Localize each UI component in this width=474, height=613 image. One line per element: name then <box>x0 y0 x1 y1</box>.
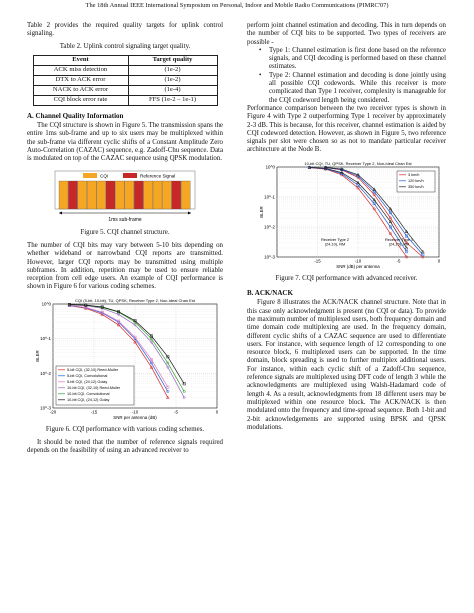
y-tick-label: 10^0 <box>265 164 275 170</box>
cqi-symbol <box>125 181 134 209</box>
annotation-line: (24,10), RM <box>324 241 346 247</box>
annotation-line: (24,10), RM <box>388 241 410 247</box>
section-a-heading: A. Channel Quality Information <box>27 111 124 120</box>
reference-symbol <box>172 181 181 209</box>
cqi-symbol <box>59 181 68 209</box>
y-axis-label: BLER <box>259 206 264 218</box>
cqi-structure-diagram <box>27 169 223 229</box>
running-header: The 18th Annual IEEE International Symposium on Personal, Indoor and Mobile Radio Communications (PIMRC'07) <box>85 2 389 9</box>
left-column <box>27 22 223 456</box>
x-tick-label: -10 <box>131 409 139 415</box>
x-tick-label: 0 <box>215 409 219 415</box>
paragraph-cqi-structure: The CQI structure is shown in Figure 5. The transmission spans the entire 1ms sub-frame and up to six users may be multiplexed within the sub-frame via different cyclic shifts of a Constant Amplitude Zero Auto-Correlation (CAZAC) sequence, e.g. Zadoff-Chu sequence. Data is modulated on top of the CAZAC sequence using QPSK modulation. <box>27 122 223 163</box>
legend-swatch-cqi <box>83 173 97 178</box>
table-row <box>33 75 217 85</box>
legend-entry: 350 km/h <box>408 184 424 189</box>
y-tick-label: 10^-3 <box>40 405 51 411</box>
cqi-symbol <box>144 181 153 209</box>
y-tick-label: 10^0 <box>41 301 51 307</box>
table-row <box>33 85 217 95</box>
figure-6-caption: Figure 6. CQI performance with various coding schemes. <box>45 425 205 433</box>
x-axis-label: SNR per antenna (dB) <box>113 414 157 420</box>
paragraph-ack-nack: Figure 8 illustrates the ACK/NACK channel structure. Note that in this case only acknowledgment is present (no CQI or data). To provide the maximum number of multiplexed users, both frequency domain and time domain code multiplexing are used. In the frequency domain, different cyclic shifts of a CAZAC sequence are used to differentiate users. For instance, with sequence length of 12 corresponding to one resource block, 6 multiplexed users can be supported. In the time domain, block spreading is used to further multiplex additional users. For instance, within each cyclic shift of a Zadoff-Chu sequence, reference signals are multiplexed using DFT code of length 3 while the acknowledgments are multiplexed using Walsh-Hadamard code of length 4. As a result, acknowledgments from 18 different users may be multiplexed within one resource block. The ACK/NACK is then modulated onto the frequency and time-spread sequence. Both 1-bit and 2-bit acknowledgements are supported using BPSK and QPSK modulations. <box>247 299 446 431</box>
paragraph-joint-estimation: perform joint channel estimation and decoding. This in turn depends on the number of CQI bits to be supported. Two types of receivers are possible - <box>247 22 446 46</box>
cqi-symbol <box>97 181 106 209</box>
legend-label-cqi: CQI <box>100 173 109 179</box>
figure-5-caption: Figure 5. CQI channel structure. <box>80 228 170 236</box>
reference-symbol <box>106 181 115 209</box>
legend-entry: 120 km/h <box>408 178 424 183</box>
cqi-symbol <box>153 181 162 209</box>
paragraph-cqi-bits: The number of CQI bits may vary between 5-10 bits depending on whether wideband or narrowband CQI reports are transmitted. However, larger CQI reports may be transmitted using multiple subframes. In addition, repetition may be used to ensure reliable reception from cell edge users. An example of CQI performance is shown in Figure 6 for various coding schemes. <box>27 241 223 291</box>
y-tick-label: 10^-1 <box>264 194 275 200</box>
list-item: • Type 1: Channel estimation is first done based on the reference signals, and CQI decoding is performed based on these channel estimates. <box>259 47 446 72</box>
table-cell: CQI block error rate <box>33 95 128 105</box>
legend-entry: 5-bit CQI, (24,12) Golay <box>67 379 108 384</box>
table-cell: (1e-2) <box>128 75 217 85</box>
y-tick-label: 10^-1 <box>40 335 51 341</box>
legend-entry: 10-bit CQI, Convolutional <box>67 391 110 396</box>
annotation-line: Receiver Type 2 <box>320 236 350 242</box>
arrow-head-left <box>59 211 62 214</box>
cqi-symbol <box>115 181 124 209</box>
table-cell: NACK to ACK error <box>33 85 128 95</box>
table-row <box>33 65 217 75</box>
x-tick-label: -15 <box>314 258 321 264</box>
cqi-symbol <box>162 181 171 209</box>
legend-entry: 3 km/h <box>408 172 420 177</box>
legend-entry: 5-bit CQI, Convolutional <box>67 373 108 378</box>
cqi-symbol <box>78 181 87 209</box>
x-tick-label: -5 <box>396 258 401 264</box>
reference-symbol <box>68 181 77 209</box>
y-tick-label: 10^-2 <box>40 370 51 376</box>
x-tick-label: -15 <box>90 409 98 415</box>
receiver-type-list <box>247 47 446 105</box>
x-axis-label: SNR (dB) per antenna <box>336 263 380 269</box>
cqi-symbol <box>87 181 96 209</box>
figure-7 <box>247 159 446 275</box>
x-tick-label: 0 <box>437 258 441 264</box>
y-axis-label: BLER <box>35 350 40 362</box>
table-cell: FFS (1e-2 – 1e-1) <box>128 95 217 105</box>
chart-annotation <box>385 237 413 247</box>
figure-6 <box>27 296 223 426</box>
y-tick-label: 10^-3 <box>264 254 275 260</box>
reference-symbol <box>134 181 143 209</box>
x-tick-label: -5 <box>174 409 178 415</box>
table-cell: (1e-2) <box>128 65 217 75</box>
chart-title: 10-bit CQI, TU, QPSK, Receiver Type 2, Non-Ideal Chan Est <box>304 160 412 166</box>
legend-entry: 5-bit CQI, (32,10) Reed-Muller <box>67 367 119 372</box>
table-intro: Table 2 provides the required quality targets for uplink control signaling. <box>27 22 223 38</box>
subframe-label: 1ms sub-frame <box>108 216 142 223</box>
table-caption: Table 2. Uplink control signaling target quality. <box>59 42 191 50</box>
arrow-head-right <box>188 211 191 214</box>
chart-annotation <box>321 237 349 247</box>
legend-entry: 10-bit CQI, (24,12) Golay <box>67 397 110 402</box>
paragraph-performance-comparison: Performance comparison between the two receiver types is shown in Figure 4 with Type 2 outperforming Type 1 receiver by approximately 2-3 dB. This is because, for this receiver, channel estimation is aided by CQI codeword detection. However, as shown in Figure 5, two reference signals per slot were chosen so as not to mandate particular receiver architecture at the Node B. <box>247 104 446 154</box>
x-tick-label: -20 <box>49 409 57 415</box>
table-header-target: Target quality <box>128 55 217 65</box>
table-row <box>33 95 217 105</box>
figure-7-caption: Figure 7. CQI performance with advanced receiver. <box>275 274 418 282</box>
table-cell: ACK miss detection <box>33 65 128 75</box>
cqi-coding-chart <box>27 296 223 426</box>
x-tick-label: -10 <box>354 258 362 264</box>
y-tick-label: 10^-2 <box>264 224 275 230</box>
legend-label-reference: Reference Signal <box>140 173 176 179</box>
list-item: • Type 2: Channel estimation and decoding is done jointly using all possible CQI codewords. While this receiver is more complicated than Type 1 receiver, complexity is manageable for the CQI codeword length being considered. <box>259 72 446 105</box>
annotation-line: Receiver Type 1 <box>384 236 414 242</box>
table-cell: DTX to ACK error <box>33 75 128 85</box>
table-header-event: Event <box>33 55 128 65</box>
right-column <box>247 22 446 432</box>
quality-table <box>33 55 218 106</box>
chart-title: CQI (5-bit, 10-bit), TU, QPSK, Receiver Type 2, Non-Ideal Chan Est <box>75 297 195 303</box>
paragraph-reference-signals: It should be noted that the number of reference signals required depends on the feasibility of using an advanced receiver to <box>27 439 223 455</box>
advanced-receiver-chart <box>247 159 446 275</box>
legend-entry: 10-bit CQI, (32,10) Reed-Muller <box>67 385 121 390</box>
figure-5 <box>27 169 223 229</box>
table-cell: (1e-4) <box>128 85 217 95</box>
legend-swatch-reference <box>123 173 137 178</box>
section-b-heading: B. ACK/NACK <box>247 289 293 298</box>
cqi-symbol <box>181 181 190 209</box>
